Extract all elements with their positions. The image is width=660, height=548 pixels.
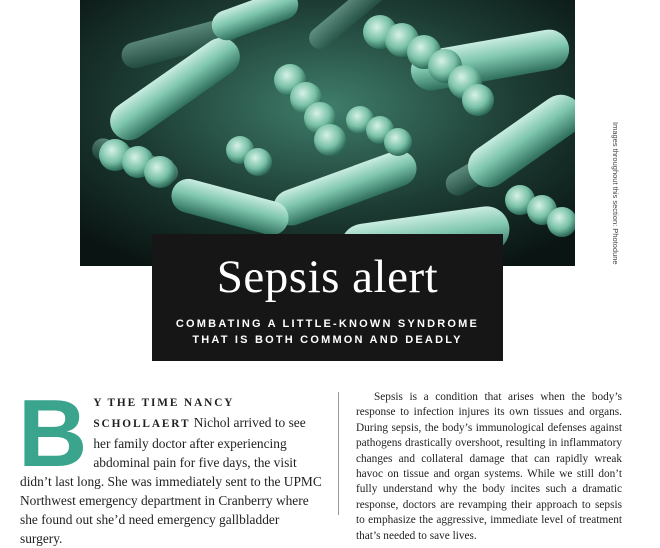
lead-in: Y THE TIME NANCY SCHOLLAERT <box>93 397 234 430</box>
bacteria-illustration <box>80 0 575 266</box>
subtitle-line-2: THAT IS BOTH COMMON AND DEADLY <box>192 334 463 346</box>
hero-illustration-bacteria <box>80 0 575 266</box>
article-title: Sepsis alert <box>216 251 439 303</box>
left-column-text: Nichol arrived to see her family doctor after experiencing abdominal pain for five days, the visit didn’t last long. She was immediately sent to the UPMC Northwest emergency department in Cranberry where she found out she’d need emergency gallbladder surgery. <box>20 415 322 546</box>
article-subtitle <box>152 316 503 348</box>
drop-cap: B <box>18 380 88 487</box>
photo-credit: Images throughout this section: Photodune <box>611 122 620 265</box>
body-column-right <box>356 390 622 544</box>
subtitle-line-1: COMBATING A LITTLE-KNOWN SYNDROME <box>175 318 480 330</box>
right-column-paragraph: Sepsis is a condition that arises when the body’s response to infection injures its own tissues and organs. During sepsis, the body’s immunological defenses against pathogens drastically overshoot, resulting in inflammatory changes and collateral damage that can rapidly wreak havoc on tissue and organ systems. While we still don’t fully understand why the body incites such a dramatic response, doctors are revamping their approach to sepsis to emphasize the aggressive, immediate level of treatment that’s needed to save lives. <box>356 391 622 542</box>
body-column-left <box>18 380 325 548</box>
column-divider <box>338 392 339 515</box>
title-box <box>152 234 503 361</box>
